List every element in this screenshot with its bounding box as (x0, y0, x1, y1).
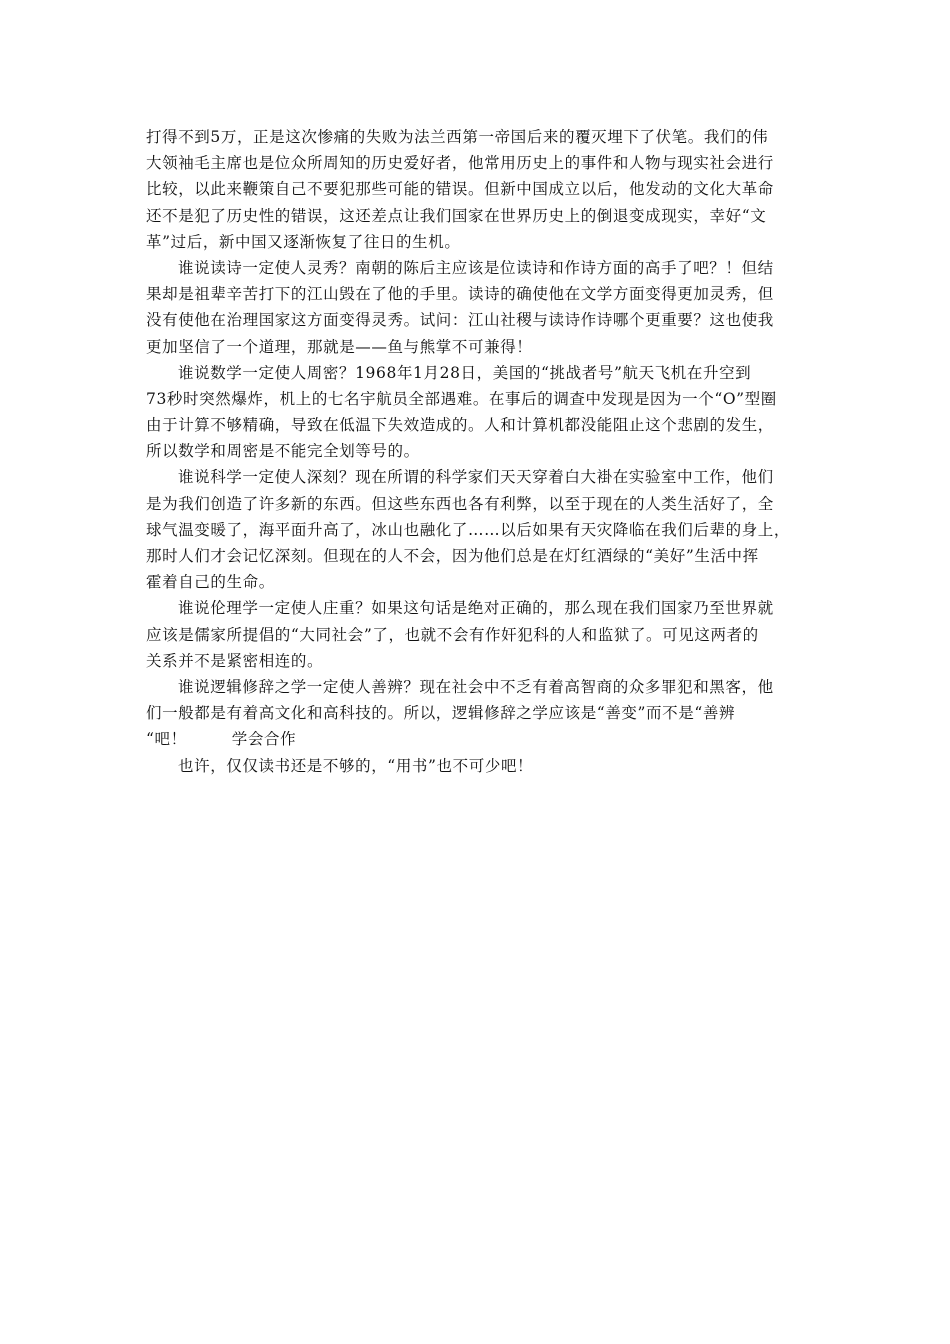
document-body (146, 124, 808, 779)
paragraph-start-line: 谁说伦理学一定使人庄重？如果这句话是绝对正确的，那么现在我们国家乃至世界就 (178, 599, 774, 618)
paragraph-start-line: 谁说逻辑修辞之学一定使人善辨？现在社会中不乏有着高智商的众多罪犯和黑客，他 (178, 677, 774, 696)
paragraph-start-line: 谁说读诗一定使人灵秀？南朝的陈后主应该是位读诗和作诗方面的高手了吧？！但结 (178, 258, 774, 277)
text-line: 比较，以此来鞭策自己不要犯那些可能的错误。但新中国成立以后，他发动的文化大革命 (146, 180, 774, 199)
text-line-with-heading (146, 726, 808, 752)
text-fragment: “吧！ (146, 730, 187, 749)
text-line: 果却是祖辈辛苦打下的江山毁在了他的手里。读诗的确使他在文学方面变得更加灵秀，但 (146, 285, 774, 304)
text-line: 们一般都是有着高文化和高科技的。所以，逻辑修辞之学应该是“善变”而不是“善辨 (146, 704, 736, 723)
text-line: 没有使他在治理国家这方面变得灵秀。试问：江山社稷与读诗作诗哪个更重要？这也使我 (146, 311, 774, 330)
text-line: 所以数学和周密是不能完全划等号的。 (146, 442, 420, 461)
text-line: 霍着自己的生命。 (146, 573, 275, 592)
paragraph-start-line: 也许，仅仅读书还是不够的，“用书”也不可少吧！ (178, 756, 534, 775)
text-line: 更加坚信了一个道理，那就是——鱼与熊掌不可兼得！ (146, 337, 533, 356)
text-line: 由于计算不够精确，导致在低温下失效造成的。人和计算机都没能阻止这个悲剧的发生， (146, 416, 774, 435)
text-line: 关系并不是紧密相连的。 (146, 651, 324, 670)
paragraph-start-line: 谁说科学一定使人深刻？现在所谓的科学家们天天穿着白大褂在实验室中工作，他们 (178, 468, 774, 487)
text-line: 打得不到5万，正是这次惨痛的失败为法兰西第一帝国后来的覆灭埋下了伏笔。我们的伟 (146, 128, 769, 146)
text-line: 球气温变暖了，海平面升高了，冰山也融化了……以后如果有天灾降临在我们后辈的身上， (146, 520, 791, 539)
text-line: 是为我们创造了许多新的东西。但这些东西也各有利弊，以至于现在的人类生活好了，全 (146, 494, 774, 513)
section-label: 学会合作 (231, 730, 297, 749)
text-line: 73秒时突然爆炸，机上的七名宇航员全部遇难。在事后的调查中发现是因为一个“O”型圈 (146, 389, 777, 408)
text-line: 应该是儒家所提倡的“大同社会”了，也就不会有作奸犯科的人和监狱了。可见这两者的 (146, 625, 759, 644)
text-line: 革”过后，新中国又逐渐恢复了往日的生机。 (146, 232, 461, 251)
text-line: 那时人们才会记忆深刻。但现在的人不会，因为他们总是在灯红酒绿的“美好”生活中挥 (146, 547, 759, 565)
paragraph-start-line: 谁说数学一定使人周密？1968年1月28日，美国的“挑战者号”航天飞机在升空到 (178, 363, 752, 382)
text-line: 大领袖毛主席也是位众所周知的历史爱好者，他常用历史上的事件和人物与现实社会进行 (146, 154, 774, 173)
text-line: 还不是犯了历史性的错误，这还差点让我们国家在世界历史上的倒退变成现实，幸好“文 (146, 206, 767, 225)
